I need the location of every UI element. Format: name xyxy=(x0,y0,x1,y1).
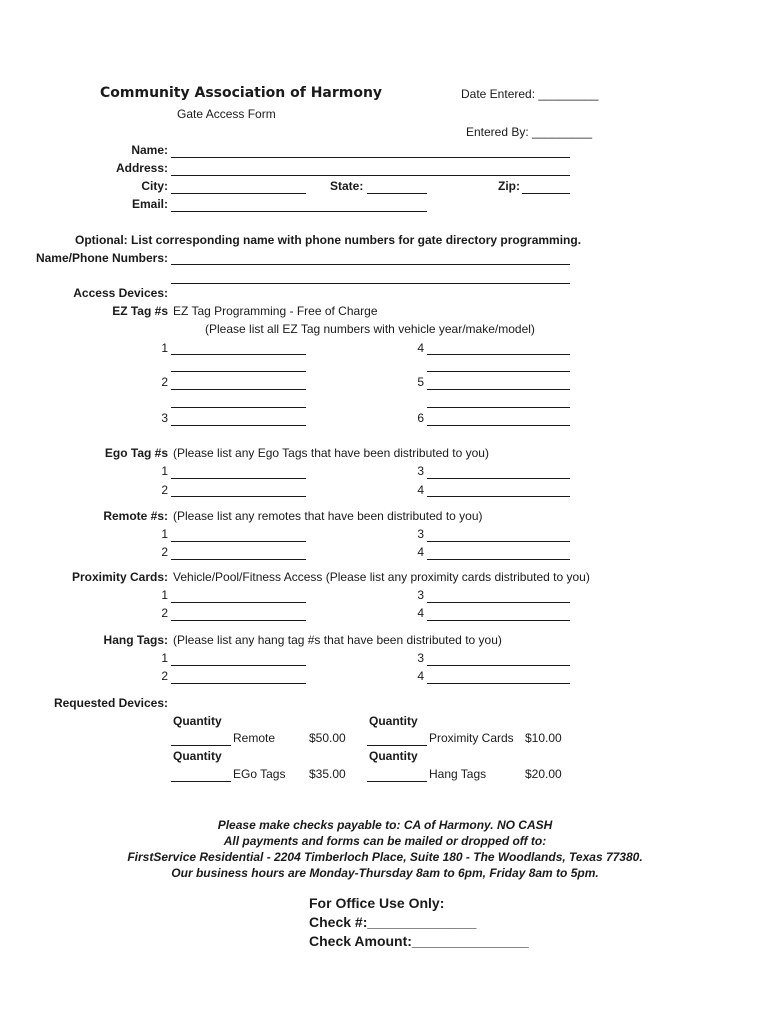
proximity-label: Proximity Cards: xyxy=(71,570,168,584)
city-label: City: xyxy=(141,179,168,193)
ez-field-5[interactable] xyxy=(427,389,570,390)
hang-field-1[interactable] xyxy=(171,665,306,666)
ez-num-5: 5 xyxy=(417,375,424,389)
hang-num-2: 2 xyxy=(161,669,168,683)
zip-field[interactable] xyxy=(522,193,570,194)
name-phone-label: Name/Phone Numbers: xyxy=(35,251,168,265)
state-label: State: xyxy=(330,179,364,193)
ez-field-4[interactable] xyxy=(427,354,570,355)
prox-field-4[interactable] xyxy=(427,620,570,621)
hang-num-1: 1 xyxy=(161,651,168,665)
ez-tag-note: (Please list all EZ Tag numbers with vehicle year/make/model) xyxy=(205,322,535,336)
ego-tag-desc: (Please list any Ego Tags that have been distributed to you) xyxy=(173,446,489,460)
ego-num-1: 1 xyxy=(161,464,168,478)
remote-field-2[interactable] xyxy=(171,559,306,560)
ego-num-2: 2 xyxy=(161,483,168,497)
hang-field-3[interactable] xyxy=(427,665,570,666)
remote-item-price: $50.00 xyxy=(309,731,346,745)
prox-item-name: Proximity Cards xyxy=(429,731,514,745)
hang-quantity-field[interactable] xyxy=(367,781,427,782)
prox-num-3: 3 xyxy=(417,588,424,602)
ez-num-3: 3 xyxy=(161,411,168,425)
hang-field-2[interactable] xyxy=(171,683,306,684)
hang-num-3: 3 xyxy=(417,651,424,665)
payment-notice-line-4: Our business hours are Monday-Thursday 8am to 6pm, Friday 8am to 5pm. xyxy=(171,866,599,880)
quantity-label: Quantity xyxy=(369,749,418,763)
prox-field-2[interactable] xyxy=(171,620,306,621)
zip-label: Zip: xyxy=(498,179,520,193)
ego-field-3[interactable] xyxy=(427,478,570,479)
ez-num-4: 4 xyxy=(417,341,424,355)
hang-num-4: 4 xyxy=(417,669,424,683)
email-field[interactable] xyxy=(171,211,427,212)
ego-item-price: $35.00 xyxy=(309,767,346,781)
prox-num-4: 4 xyxy=(417,606,424,620)
office-use-heading: For Office Use Only: xyxy=(309,895,445,911)
hang-item-name: Hang Tags xyxy=(429,767,487,781)
ez-num-6: 6 xyxy=(417,411,424,425)
entered-by: Entered By: _________ xyxy=(466,125,593,139)
ez-field-6[interactable] xyxy=(427,425,570,426)
ego-num-3: 3 xyxy=(417,464,424,478)
ego-field-4[interactable] xyxy=(427,496,570,497)
email-label: Email: xyxy=(131,197,168,211)
remote-num-3: 3 xyxy=(417,527,424,541)
ez-field-3[interactable] xyxy=(171,425,306,426)
ego-tag-label: Ego Tag #s xyxy=(104,446,168,460)
name-label: Name: xyxy=(131,143,168,157)
payment-notice-line-2: All payments and forms can be mailed or dropped off to: xyxy=(223,834,547,848)
remote-num-1: 1 xyxy=(161,527,168,541)
hang-tags-label: Hang Tags: xyxy=(103,633,168,647)
remote-num-2: 2 xyxy=(161,545,168,559)
ego-field-2[interactable] xyxy=(171,496,306,497)
prox-num-1: 1 xyxy=(161,588,168,602)
ego-field-1[interactable] xyxy=(171,478,306,479)
ez-field-1[interactable] xyxy=(171,354,306,355)
quantity-label: Quantity xyxy=(173,714,222,728)
page-title: Community Association of Harmony xyxy=(100,85,383,101)
proximity-desc: Vehicle/Pool/Fitness Access (Please list any proximity cards distributed to you) xyxy=(173,570,590,584)
ez-field-1b[interactable] xyxy=(171,371,306,372)
remote-item-name: Remote xyxy=(233,731,276,745)
remote-field-3[interactable] xyxy=(427,541,570,542)
ez-field-4b[interactable] xyxy=(427,371,570,372)
hang-item-price: $20.00 xyxy=(525,767,562,781)
quantity-label: Quantity xyxy=(369,714,418,728)
name-field[interactable] xyxy=(171,157,570,158)
name-phone-field-2[interactable] xyxy=(171,283,570,284)
remote-field-1[interactable] xyxy=(171,541,306,542)
state-field[interactable] xyxy=(367,193,427,194)
remote-desc: (Please list any remotes that have been distributed to you) xyxy=(173,509,483,523)
prox-field-1[interactable] xyxy=(171,602,306,603)
prox-field-3[interactable] xyxy=(427,602,570,603)
ego-quantity-field[interactable] xyxy=(171,781,231,782)
payment-notice-line-1: Please make checks payable to: CA of Harmony. NO CASH xyxy=(217,818,553,832)
prox-num-2: 2 xyxy=(161,606,168,620)
city-field[interactable] xyxy=(171,193,306,194)
optional-note: Optional: List corresponding name with phone numbers for gate directory programming. xyxy=(75,233,582,247)
prox-item-price: $10.00 xyxy=(525,731,562,745)
payment-notice-line-3: FirstService Residential - 2204 Timberloch Place, Suite 180 - The Woodlands, Texas 77380. xyxy=(127,850,643,864)
date-entered: Date Entered: _________ xyxy=(461,87,599,101)
access-devices-heading: Access Devices: xyxy=(73,286,168,300)
ez-field-2b[interactable] xyxy=(171,407,306,408)
ez-tag-label: EZ Tag #s xyxy=(112,304,168,318)
ez-field-2[interactable] xyxy=(171,389,306,390)
prox-quantity-field[interactable] xyxy=(367,745,427,746)
remote-quantity-field[interactable] xyxy=(171,745,231,746)
check-number: Check #:______________ xyxy=(309,914,477,930)
ego-num-4: 4 xyxy=(417,483,424,497)
ez-tag-desc: EZ Tag Programming - Free of Charge xyxy=(173,304,378,318)
ez-num-2: 2 xyxy=(161,375,168,389)
hang-tags-desc: (Please list any hang tag #s that have been distributed to you) xyxy=(173,633,502,647)
address-label: Address: xyxy=(115,161,168,175)
ego-item-name: EGo Tags xyxy=(233,767,286,781)
address-field[interactable] xyxy=(171,175,570,176)
remote-field-4[interactable] xyxy=(427,559,570,560)
quantity-label: Quantity xyxy=(173,749,222,763)
remote-label: Remote #s: xyxy=(103,509,168,523)
name-phone-field-1[interactable] xyxy=(171,264,570,265)
ez-num-1: 1 xyxy=(161,341,168,355)
ez-field-5b[interactable] xyxy=(427,407,570,408)
form-name: Gate Access Form xyxy=(177,107,276,121)
requested-devices-heading: Requested Devices: xyxy=(53,696,168,710)
hang-field-4[interactable] xyxy=(427,683,570,684)
remote-num-4: 4 xyxy=(417,545,424,559)
check-amount: Check Amount:_______________ xyxy=(309,933,529,949)
